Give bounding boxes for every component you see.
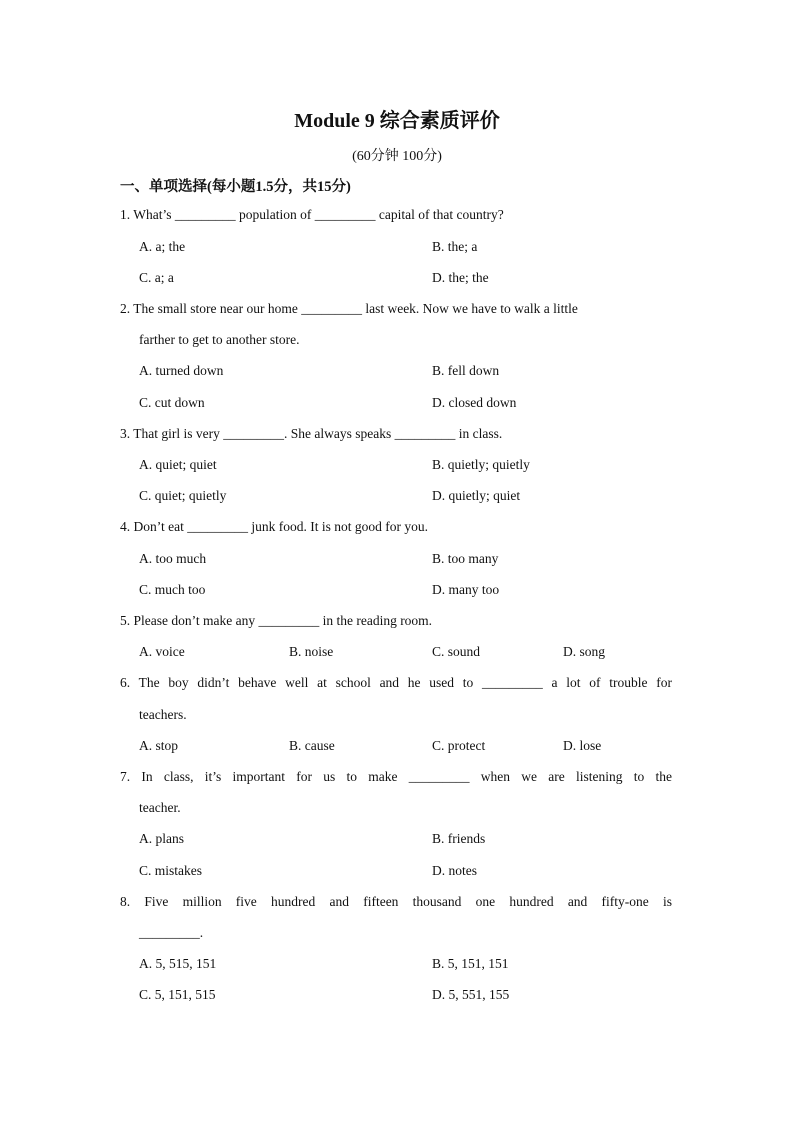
question-6-stem-cont: teachers. — [139, 707, 187, 722]
q1-option-c: C. a; a — [139, 270, 174, 285]
q7-option-b: B. friends — [432, 831, 486, 846]
question-7-stem-cont: teacher. — [139, 800, 181, 815]
question-6-stem: 6. The boy didn’t behave well at school and he used to _________ a lot of trouble for — [120, 675, 672, 690]
q8-option-d: D. 5, 551, 155 — [432, 987, 510, 1002]
q4-option-b: B. too many — [432, 551, 499, 566]
q8-option-c: C. 5, 151, 515 — [139, 987, 216, 1002]
question-3-stem: 3. That girl is very _________. She always speaks _________ in class. — [120, 426, 503, 441]
question-5-stem: 5. Please don’t make any _________ in the reading room. — [120, 613, 433, 628]
q6-option-d: D. lose — [563, 738, 602, 753]
question-1-stem: 1. What’s _________ population of _________ capital of that country? — [120, 207, 504, 222]
q1-option-a: A. a; the — [139, 239, 186, 254]
question-7-stem: 7. In class, it’s important for us to make _________ when we are listening to the — [120, 769, 672, 784]
q4-option-a: A. too much — [139, 551, 207, 566]
q2-option-b: B. fell down — [432, 363, 500, 378]
q3-option-b: B. quietly; quietly — [432, 457, 530, 472]
q5-option-c: C. sound — [432, 644, 481, 659]
question-4-stem: 4. Don’t eat _________ junk food. It is not good for you. — [120, 519, 428, 534]
q5-option-b: B. noise — [289, 644, 334, 659]
q2-option-a: A. turned down — [139, 363, 224, 378]
section-heading: 一、单项选择(每小题1.5分，共15分) — [120, 179, 351, 195]
q2-option-c: C. cut down — [139, 395, 205, 410]
q7-option-c: C. mistakes — [139, 863, 202, 878]
q6-option-a: A. stop — [139, 738, 179, 753]
question-8-stem-cont: _________. — [139, 925, 204, 940]
q5-option-d: D. song — [563, 644, 606, 659]
q6-option-b: B. cause — [289, 738, 335, 753]
q6-option-c: C. protect — [432, 738, 486, 753]
exam-info: (60分钟 100分) — [352, 149, 442, 164]
q4-option-d: D. many too — [432, 582, 500, 597]
q3-option-d: D. quietly; quiet — [432, 488, 521, 503]
q3-option-a: A. quiet; quiet — [139, 457, 217, 472]
q8-option-b: B. 5, 151, 151 — [432, 956, 509, 971]
q7-option-a: A. plans — [139, 831, 184, 846]
q4-option-c: C. much too — [139, 582, 206, 597]
question-8-stem: 8. Five million five hundred and fifteen thousand one hundred and fifty-one is — [120, 894, 672, 909]
q5-option-a: A. voice — [139, 644, 185, 659]
q1-option-d: D. the; the — [432, 270, 489, 285]
question-2-stem: 2. The small store near our home _________ last week. Now we have to walk a little — [120, 301, 578, 316]
q8-option-a: A. 5, 515, 151 — [139, 956, 217, 971]
q3-option-c: C. quiet; quietly — [139, 488, 227, 503]
q2-option-d: D. closed down — [432, 395, 517, 410]
q1-option-b: B. the; a — [432, 239, 478, 254]
page-title: Module 9 综合素质评价 — [294, 110, 500, 132]
q7-option-d: D. notes — [432, 863, 477, 878]
question-2-stem-cont: farther to get to another store. — [139, 332, 300, 347]
